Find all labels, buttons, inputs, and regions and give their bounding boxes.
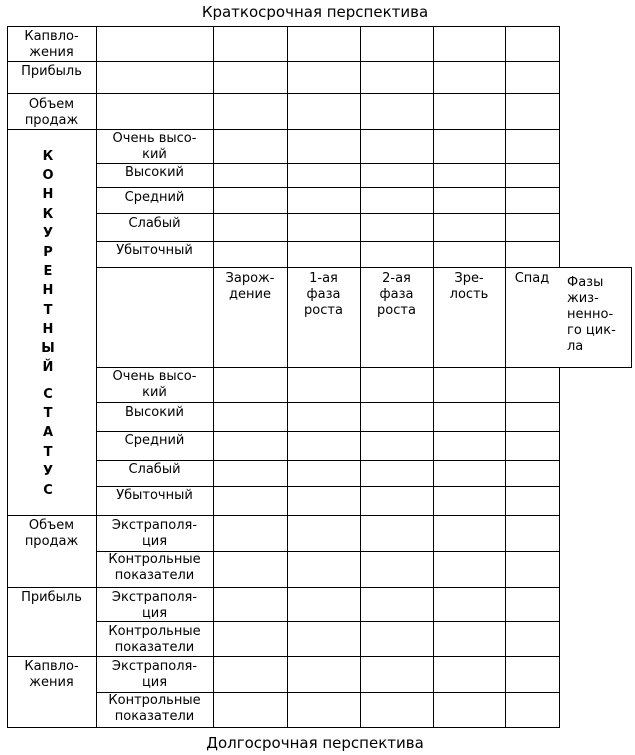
vertical-label-status-letter: А [42,425,54,441]
block-row-label-line: ция [141,675,168,690]
grid-line [7,515,560,516]
phase-label-line: 2-ая [382,271,411,286]
grid-line [559,367,560,728]
vertical-label-status-letter: С [43,483,53,499]
block-row-label-line: показатели [114,568,195,583]
vertical-label-competitive-letter: Е [43,264,53,280]
lower-level-label [96,405,213,421]
grid-line [96,367,632,368]
phases-caption-line: ненно- [567,307,614,322]
phase-label-line: фаза [306,287,341,302]
grid-line [287,26,288,728]
lower-level-label-line: Убыточный [116,488,193,503]
grid-line [7,727,560,728]
block-label-line: продаж [24,534,79,549]
lower-level-label-line: кий [142,385,167,400]
vertical-label-competitive-letter: Н [42,187,54,203]
profit-label-line: Прибыль [21,64,82,79]
block-row-label-line: показатели [114,709,195,724]
block-row-label [96,624,213,656]
block-label [7,659,96,691]
phase-label [213,271,287,303]
vertical-label-status-letter: Т [43,444,53,460]
lower-level-label [96,369,213,401]
investments-label-line: Капвло- [24,29,79,44]
phase-label-line: 1-ая [309,271,338,286]
vertical-label-status [28,385,68,500]
lower-level-label-line: Очень высо- [112,369,197,384]
grid-line [96,402,560,403]
vertical-label-competitive-letter: Й [42,360,54,376]
grid-line [213,26,214,728]
profit-label [7,64,96,80]
vertical-label-status-letter: С [43,387,53,402]
vertical-label-competitive-letter: Ы [41,341,55,357]
upper-level-label [96,190,213,206]
vertical-label-competitive-letter: К [42,149,54,164]
upper-level-label-line: Очень высо- [112,131,197,146]
grid-line [631,267,632,368]
grid-line [96,163,560,164]
block-label-line: Прибыль [21,590,82,605]
investments-label [7,29,96,61]
upper-level-label-line: кий [142,147,167,162]
grid-line [96,460,560,461]
phases-caption-line: жиз- [567,291,599,306]
phases-caption-line: ла [567,339,584,354]
block-row-label [96,693,213,725]
phase-label-line: фаза [379,287,414,302]
phase-label-line: Зре- [454,271,484,286]
grid-line [96,431,560,432]
grid-line [96,486,560,487]
vertical-label-competitive-letter: К [42,206,54,222]
phases-caption-line: го цик- [567,323,616,338]
block-row-label-line: показатели [114,640,195,655]
block-row-label [96,659,213,691]
phases-caption-line: Фазы [567,275,604,290]
phase-label-line: Спад [514,271,550,286]
block-row-label-line: ция [141,606,168,621]
vertical-label-status-letter: Т [43,406,53,422]
grid-line [7,656,560,657]
phase-label [433,271,505,303]
block-row-label-line: Контрольные [108,552,201,567]
investments-label-line: жения [29,45,74,60]
upper-level-label [96,131,213,163]
block-row-label-line: ция [141,534,168,549]
grid-line [96,241,560,242]
phase-label-line: дение [229,287,271,302]
block-label-line: Капвло- [24,659,79,674]
grid-line [505,26,506,728]
vertical-label-competitive-letter: Н [42,283,54,299]
block-row-label-line: Контрольные [108,693,201,708]
sales-label-line: Объем [28,97,75,112]
grid-line [96,267,632,268]
grid-line [7,26,8,728]
vertical-label-competitive [28,147,68,377]
vertical-label-competitive-letter: У [42,225,54,241]
sales-label-line: продаж [24,113,79,128]
block-row-label [96,590,213,622]
grid-line [7,129,560,130]
grid-line [96,187,560,188]
phase-label-line: лость [449,287,489,302]
block-row-label [96,518,213,550]
grid-line [360,26,361,728]
block-label [7,518,96,550]
sales-label [7,97,96,129]
vertical-label-competitive-letter: Р [43,245,53,261]
phase-label-line: роста [304,303,343,318]
lower-level-label [96,433,213,449]
upper-level-label-line: Высокий [124,165,185,180]
top-title: Краткосрочная перспектива [201,3,429,21]
block-row-label [96,552,213,584]
block-row-label-line: Экстраполя- [111,590,198,605]
grid-line [559,26,560,268]
grid-line [433,26,434,728]
upper-level-label-line: Средний [124,190,185,205]
upper-level-label-line: Убыточный [116,243,193,258]
phase-label [505,271,559,287]
vertical-label-competitive-letter: О [42,168,54,184]
phase-label [360,271,433,319]
lower-level-label-line: Средний [124,433,185,448]
upper-level-label [96,165,213,181]
bottom-title: Долгосрочная перспектива [206,734,424,752]
lower-level-label [96,488,213,504]
lower-level-label [96,462,213,478]
block-label-line: жения [29,675,74,690]
grid-line [96,213,560,214]
upper-level-label [96,243,213,259]
block-row-label-line: Экстраполя- [111,518,198,533]
phases-caption [567,275,629,355]
vertical-label-competitive-letter: Н [42,321,54,337]
phase-label-line: Зарож- [225,271,275,286]
grid-line [7,26,560,27]
upper-level-label-line: Слабый [128,216,181,231]
lower-level-label-line: Высокий [124,405,185,420]
block-row-label-line: Экстраполя- [111,659,198,674]
grid-line [7,61,560,62]
vertical-label-status-letter: У [42,463,54,479]
lower-level-label-line: Слабый [128,462,181,477]
grid-line [7,587,560,588]
block-label-line: Объем [28,518,75,533]
block-label [7,590,96,606]
phase-label-line: роста [377,303,416,318]
upper-level-label [96,216,213,232]
grid-line [7,93,560,94]
phase-label [287,271,360,319]
vertical-label-competitive-letter: Т [43,302,53,318]
block-row-label-line: Контрольные [108,624,201,639]
